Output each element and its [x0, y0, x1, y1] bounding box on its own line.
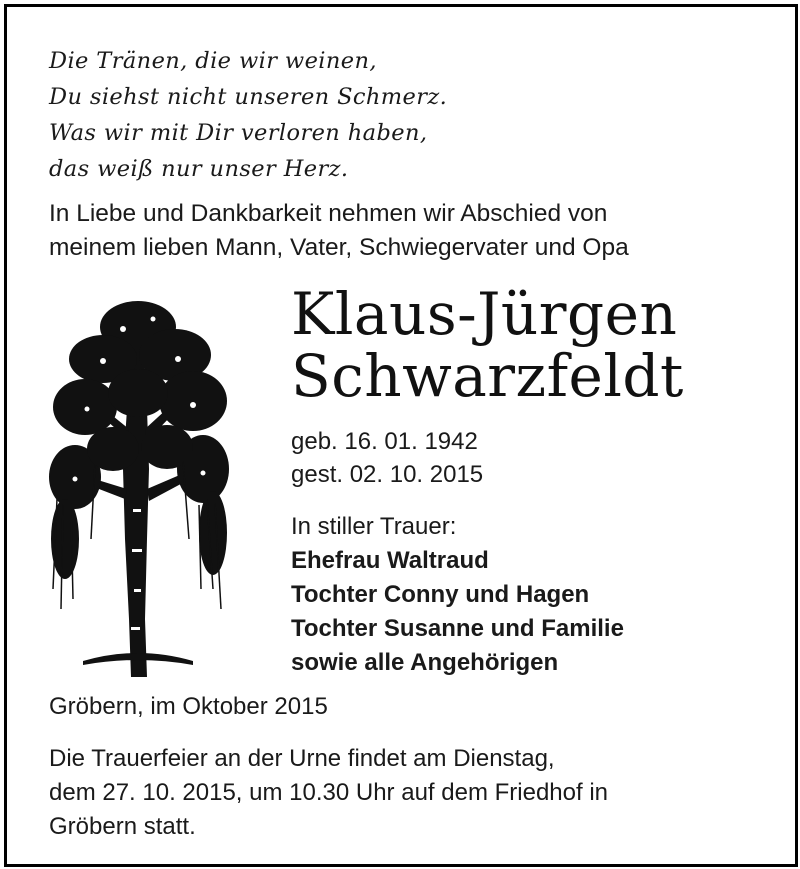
poem-line: Die Tränen, die wir weinen,: [49, 48, 377, 74]
deceased-name: [291, 280, 684, 410]
poem-line: Du siehst nicht unseren Schmerz.: [49, 84, 448, 110]
birth-date: geb. 16. 01. 1942: [291, 428, 478, 455]
death-date: gest. 02. 10. 2015: [291, 461, 484, 488]
deceased-first-name: Klaus-Jürgen: [291, 280, 678, 348]
farewell-intro: [49, 197, 629, 265]
mourner-entry: Ehefrau Waltraud: [291, 547, 489, 574]
poem-line: Was wir mit Dir verloren haben,: [49, 120, 428, 146]
memorial-poem: [49, 43, 447, 187]
service-line: Gröbern statt.: [49, 813, 196, 840]
intro-line: In Liebe und Dankbarkeit nehmen wir Abschied von: [49, 200, 608, 227]
mourner-entry: sowie alle Angehörigen: [291, 649, 559, 676]
service-line: Die Trauerfeier an der Urne findet am Dienstag,: [49, 745, 555, 772]
mourning-heading: In stiller Trauer:: [291, 513, 457, 540]
place-date: Gröbern, im Oktober 2015: [49, 693, 328, 720]
life-dates: [291, 425, 483, 491]
obituary-notice: [4, 4, 798, 867]
mourner-entry: Tochter Conny und Hagen: [291, 581, 590, 608]
intro-line: meinem lieben Mann, Vater, Schwiegervater und Opa: [49, 234, 629, 261]
deceased-last-name: Schwarzfeldt: [291, 342, 684, 410]
mourner-entry: Tochter Susanne und Familie: [291, 615, 624, 642]
service-info: [49, 742, 608, 844]
birch-tree-icon: [43, 289, 233, 677]
poem-line: das weiß nur unser Herz.: [49, 156, 349, 182]
mourners-list: [291, 510, 624, 680]
service-line: dem 27. 10. 2015, um 10.30 Uhr auf dem Friedhof in: [49, 779, 608, 806]
